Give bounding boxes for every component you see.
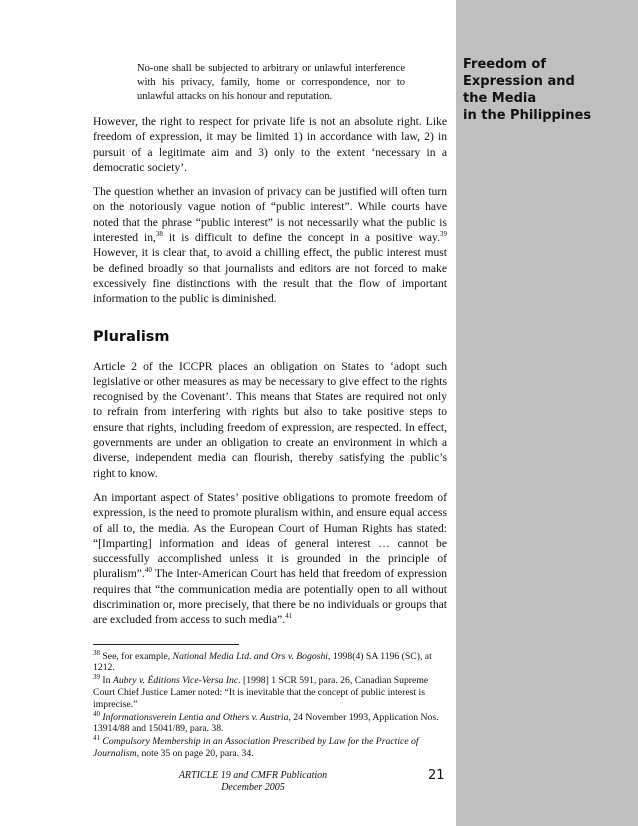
footnote-text: In xyxy=(100,675,113,687)
footnote-text: , 24 November 1993, Application Nos. 13914/88 and 15041/89, para. 38. xyxy=(93,711,439,735)
sidebar-title-line: the Media xyxy=(463,91,537,106)
footnote-case-title: Aubry v. Éditions Vice-Versa Inc. xyxy=(112,675,241,687)
body-paragraph xyxy=(93,490,447,628)
footnote xyxy=(93,648,447,675)
footnote-divider xyxy=(93,644,239,645)
footnote-number: 39 xyxy=(93,672,100,681)
paragraph-text: The Inter-American Court has held that freedom of expression requires that “the communication media are potentially open to all without discrimination or, more precisely, that there be no individuals or groups that are excluded from access to such media”. xyxy=(93,567,447,627)
paragraph-text: However, it is clear that, to avoid a chilling effect, the public interest must be defined broadly so that journalists and editors are not forced to make excessively fine distinctions with the result that the flow of important information to the public is diminished. xyxy=(93,246,447,306)
block-quote: No-one shall be subjected to arbitrary or unlawful interference with his privacy, family, home or correspondence, nor to unlawful attacks on his honour and reputation. xyxy=(137,63,405,102)
sidebar-title-line: Expression and xyxy=(463,74,575,89)
footnote-ref[interactable]: 38 xyxy=(155,230,163,239)
footnote-case-title: Compulsory Membership in an Association Prescribed by Law for the Practice of Journalism xyxy=(93,736,419,759)
body-paragraph xyxy=(93,184,447,306)
main-content xyxy=(93,62,447,761)
footnote-number: 40 xyxy=(93,709,100,718)
sidebar-panel xyxy=(456,0,638,826)
footnote-text: See, for example, xyxy=(100,650,173,662)
page-number: 21 xyxy=(428,768,445,783)
sidebar-title xyxy=(463,56,633,124)
footnote xyxy=(93,709,447,736)
footnote-number: 41 xyxy=(93,733,100,742)
footnote-ref[interactable]: 41 xyxy=(285,612,293,621)
footer-date: December 2005 xyxy=(221,782,285,793)
body-paragraph: However, the right to respect for private life is not an absolute right. Like freedom of expression, it may be limited 1) in accordance with law, 2) in pursuit of a legitimate aim and 3) only to the extent ‘necessary in a democratic society’. xyxy=(93,115,447,174)
paragraph-text: The question whether an invasion of privacy can be justified will often turn on the notoriously vague notion of “public interest”. While courts have noted that the phrase “public interest” is not necessarily what the public is interested in, xyxy=(93,185,447,245)
sidebar-title-line: Freedom of xyxy=(463,57,546,72)
footnote xyxy=(93,672,447,710)
footnote-case-title: Informationsverein Lentia and Others v. Austria xyxy=(102,711,289,723)
section-heading: Pluralism xyxy=(93,328,170,345)
footnote-text: [1998] 1 SCR 591, para. 26, Canadian Supreme Court Chief Justice Lamer noted: “It is inevitable that the concept of public interest is imprecise.” xyxy=(93,675,429,710)
footnote-ref[interactable]: 40 xyxy=(144,566,152,575)
page-footer xyxy=(168,770,338,794)
paragraph-text: it is difficult to define the concept in a positive way. xyxy=(162,231,440,245)
footnote-text: , note 35 on page 20, para. 34. xyxy=(136,747,254,759)
paragraph-text: An important aspect of States’ positive obligations to promote freedom of expression, is the need to promote pluralism within, and ensure equal access of all to, the media. As the European Court of Human Rights has stated: “[Imparting] information and ideas of general interest … cannot be successfully accomplished unless it is grounded in the principle of pluralism”. xyxy=(93,490,447,581)
footnote-case-title: National Media Ltd. and Ors v. Bogoshi xyxy=(172,650,328,662)
footnote-ref[interactable]: 39 xyxy=(440,230,447,239)
footer-publication: ARTICLE 19 and CMFR Publication xyxy=(178,770,328,781)
body-paragraph: Article 2 of the ICCPR places an obligation on States to ‘adopt such legislative or other measures as may be necessary to give effect to the rights recognised by the Covenant’. This means that States are required not only to refrain from interfering with rights but also to take positive steps to ensure that rights, including freedom of expression, are respected. In effect, governments are under an obligation to create an environment in which a diverse, independent media can flourish, thereby satisfying the public’s right to know. xyxy=(93,359,447,480)
footnote xyxy=(93,733,447,760)
sidebar-title-line: in the Philippines xyxy=(463,108,592,123)
footnote-number: 38 xyxy=(93,648,100,657)
footnote-text: , 1998(4) SA 1196 (SC), at 1212. xyxy=(93,650,432,674)
